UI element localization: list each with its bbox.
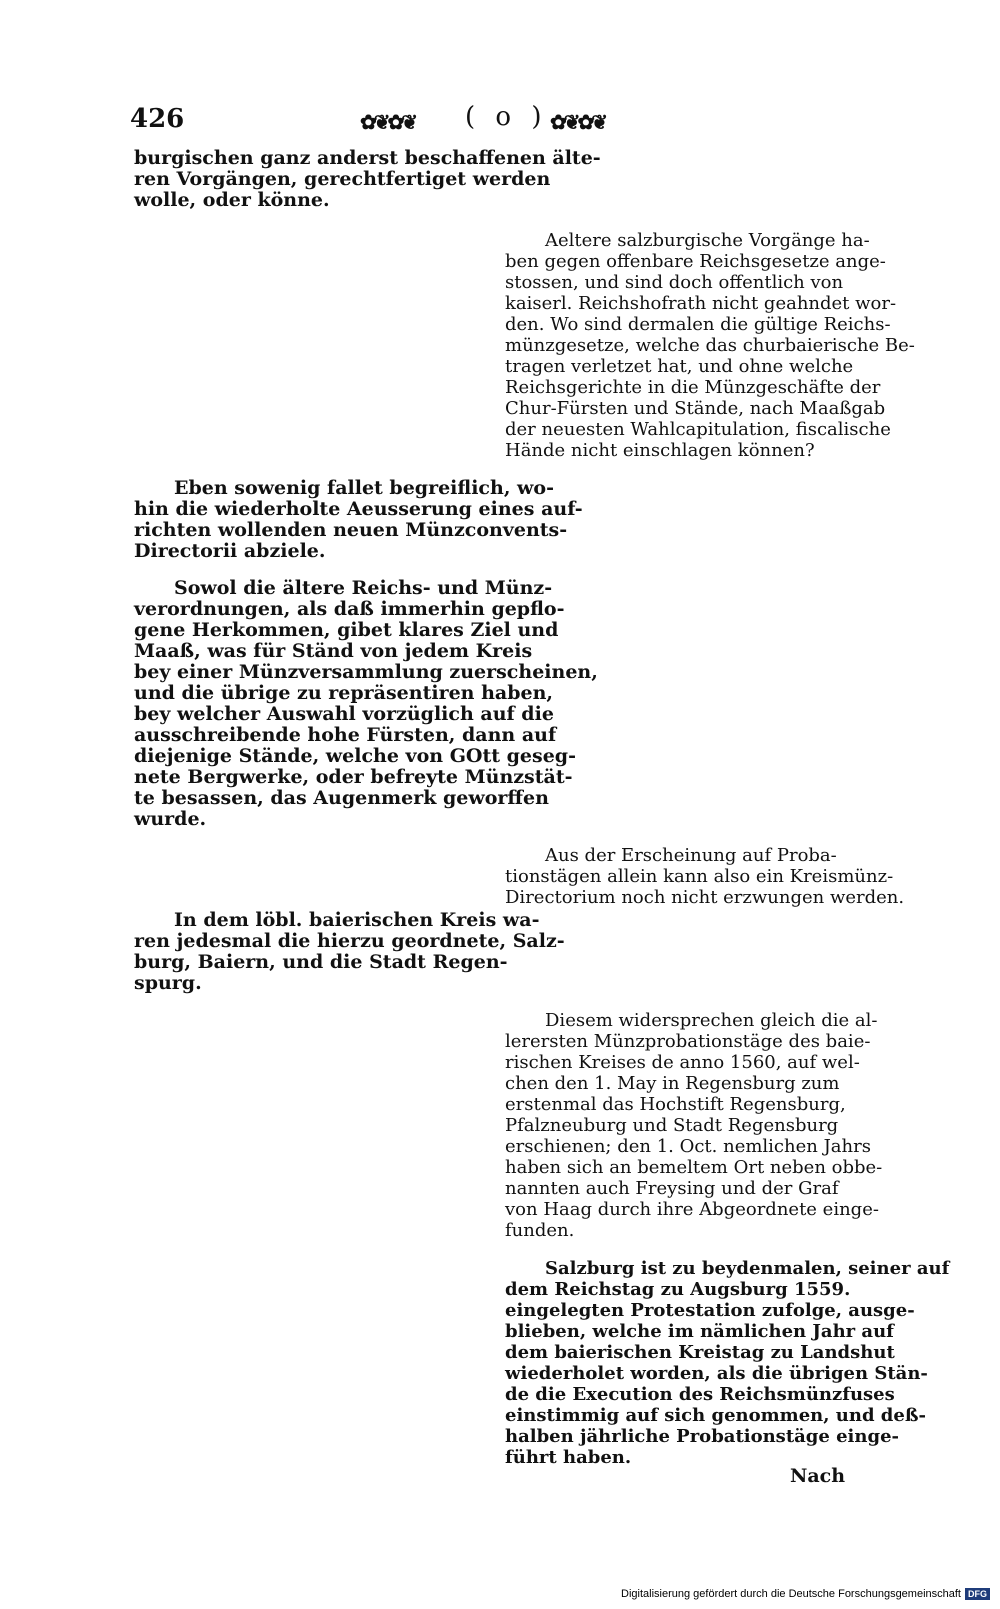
right-paragraph-1: Aeltere salzburgische Vorgänge ha- ben gegen offenbare Reichsgesetze ange- stossen, und sind doch offentlich von kaiserl. Reichshofrath nicht geahndet wor- den. Wo sind dermalen die gültige Reichs- münzgesetze, welche das churbaierische Be- tragen verletzet hat, und ohne welche Reichsgerichte in die Münzgeschäfte der Chur-Fürsten und Stände, nach Maaßgab der neuesten Wahlcapitulation, fiscalische Hände nicht einschlagen können?	[505, 230, 915, 461]
page-number: 426	[130, 104, 185, 134]
right-paragraph-4: Salzburg ist zu beydenmalen, seiner auf dem Reichstag zu Augsburg 1559. eingelegten Protestation zufolge, ausge- blieben, welche im nämlichen Jahr auf dem baierischen Kreistag zu Landshut wiederholet worden, als die übrigen Stän- de die Execution des Reichsmünzfuses einstimmig auf sich genommen, und deß- halben jährliche Probationstäge einge- führt haben.	[505, 1258, 950, 1468]
page-header	[130, 104, 650, 138]
left-paragraph-2: Eben sowenig fallet begreiflich, wo- hin die wiederholte Aeusserung eines auf- richten wollenden neuen Münzconvents- Directorii abziele.	[134, 477, 583, 562]
footer	[621, 1588, 990, 1600]
left-paragraph-1: burgischen ganz anderst beschaffenen älte- ren Vorgängen, gerechtfertiget werden wolle, oder könne.	[134, 147, 601, 211]
footer-text: Digitalisierung gefördert durch die Deutsche Forschungsgemeinschaft	[621, 1588, 961, 1600]
dfg-logo-icon: DFG	[965, 1588, 990, 1600]
catchword: Nach	[790, 1465, 846, 1487]
left-paragraph-3: Sowol die ältere Reichs- und Münz- verordnungen, als daß immerhin gepflo- gene Herkommen, gibet klares Ziel und Maaß, was für Ständ von jedem Kreis bey einer Münzversammlung zuerscheinen, und die übrige zu repräsentiren haben, bey welcher Auswahl vorzüglich auf die ausschreibende hohe Fürsten, dann auf diejenige Stände, welche von GOtt geseg- nete Bergwerke, oder befreyte Münzstät- te besassen, das Augenmerk geworffen wurde.	[134, 577, 598, 830]
right-paragraph-3: Diesem widersprechen gleich die al- lerersten Münzprobationstäge des baie- rischen Kreises de anno 1560, auf wel- chen den 1. May in Regensburg zum erstenmal das Hochstift Regensburg, Pfalzneuburg und Stadt Regensburg erschienen; den 1. Oct. nemlichen Jahrs haben sich an bemeltem Ort neben obbe- nannten auch Freysing und der Graf von Haag durch ihre Abgeordnete einge- funden.	[505, 1010, 883, 1241]
right-paragraph-2: Aus der Erscheinung auf Proba- tionstägen allein kann also ein Kreismünz- Directorium noch nicht erzwungen werden.	[505, 845, 905, 908]
header-center: ( o )	[465, 102, 548, 132]
left-paragraph-4: In dem löbl. baierischen Kreis wa- ren jedesmal die hierzu geordnete, Salz- burg, Baiern, und die Stadt Regen- spurg.	[134, 909, 565, 994]
ornament-right-icon: ✿❦✿❦	[550, 110, 606, 134]
ornament-left-icon: ✿❦✿❦	[360, 110, 416, 134]
